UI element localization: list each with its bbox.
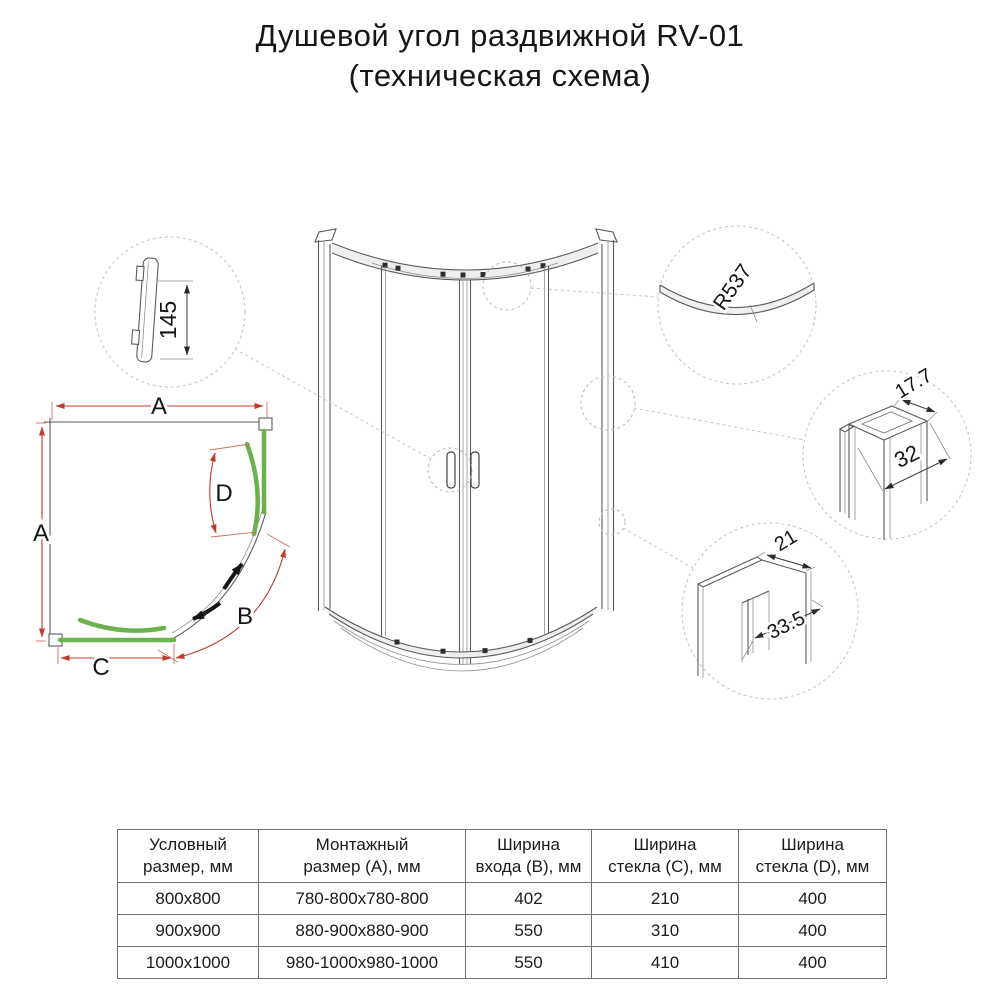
table-cell: 400 <box>739 915 887 947</box>
table-header-row <box>118 830 887 883</box>
dim-a-top-label: A <box>150 393 168 420</box>
table-row <box>118 947 887 979</box>
plan-dim-b <box>176 549 285 658</box>
table-cell: 980-1000x980-1000 <box>259 947 466 979</box>
door-handle-left <box>447 452 455 488</box>
slide-direction-arrow-down <box>193 603 220 619</box>
wall-profile-top-face <box>698 557 762 587</box>
dim-wall-profile-top-label: 21 <box>770 525 802 557</box>
dim-profile-depth-label: 17.7 <box>891 364 937 404</box>
header-entry-width: Ширина входа (В), мм <box>466 830 592 883</box>
detail-wall-circle <box>682 523 858 699</box>
dim-profile-depth <box>902 400 935 412</box>
table-cell: 402 <box>466 883 592 915</box>
table-cell: 800x800 <box>118 883 259 915</box>
header-nominal-size: Условный размер, мм <box>118 830 259 883</box>
detail-radius-circle <box>658 226 816 384</box>
dim-a-left-label: A <box>32 520 50 547</box>
balloon-glass-profile <box>599 509 625 535</box>
table-cell: 780-800x780-800 <box>259 883 466 915</box>
leader-profile-detail <box>634 408 804 440</box>
table-cell: 880-900x880-900 <box>259 915 466 947</box>
header-installation-size: Монтажный размер (А), мм <box>259 830 466 883</box>
plan-wall-profile-right <box>259 418 272 430</box>
size-table <box>117 829 887 979</box>
dim-profile-width-label: 32 <box>890 439 924 473</box>
table-cell: 410 <box>592 947 739 979</box>
plan-sliding-door-d <box>247 444 258 534</box>
detail-profile-top <box>803 364 971 540</box>
dim-b-label: B <box>236 603 254 630</box>
table-cell: 400 <box>739 883 887 915</box>
title-line-1: Душевой угол раздвижной RV-01 <box>255 18 745 53</box>
header-glass-width-d: Ширина стекла (D), мм <box>739 830 887 883</box>
dim-wall-profile-side-label: 33.5 <box>764 607 809 645</box>
title-line-2: (техническая схема) <box>348 58 652 93</box>
dim-wall-profile-top <box>767 555 811 568</box>
detail-radius <box>658 226 816 384</box>
table-row <box>118 883 887 915</box>
dim-radius-label: R537 <box>708 260 757 315</box>
table-cell: 550 <box>466 915 592 947</box>
slide-direction-arrow-up <box>224 564 242 589</box>
plan-view <box>33 393 290 681</box>
detail-handle <box>95 237 245 387</box>
plan-sliding-door-c <box>80 620 164 631</box>
header-glass-width-c: Ширина стекла (С), мм <box>592 830 739 883</box>
table-cell: 1000x1000 <box>118 947 259 979</box>
detail-profile-circle <box>803 371 971 539</box>
dim-d-label: D <box>215 480 233 507</box>
table-row <box>118 915 887 947</box>
leader-wall-detail <box>623 528 693 568</box>
table-cell: 210 <box>592 883 739 915</box>
table-cell: 400 <box>739 947 887 979</box>
bottom-rail <box>325 607 597 658</box>
table-cell: 900x900 <box>118 915 259 947</box>
table-cell: 550 <box>466 947 592 979</box>
table-cell: 310 <box>592 915 739 947</box>
dim-handle-height-label: 145 <box>155 300 181 340</box>
dim-c-label: C <box>92 654 110 681</box>
leader-radius-detail <box>531 288 658 297</box>
detail-profile-wall <box>682 523 858 699</box>
